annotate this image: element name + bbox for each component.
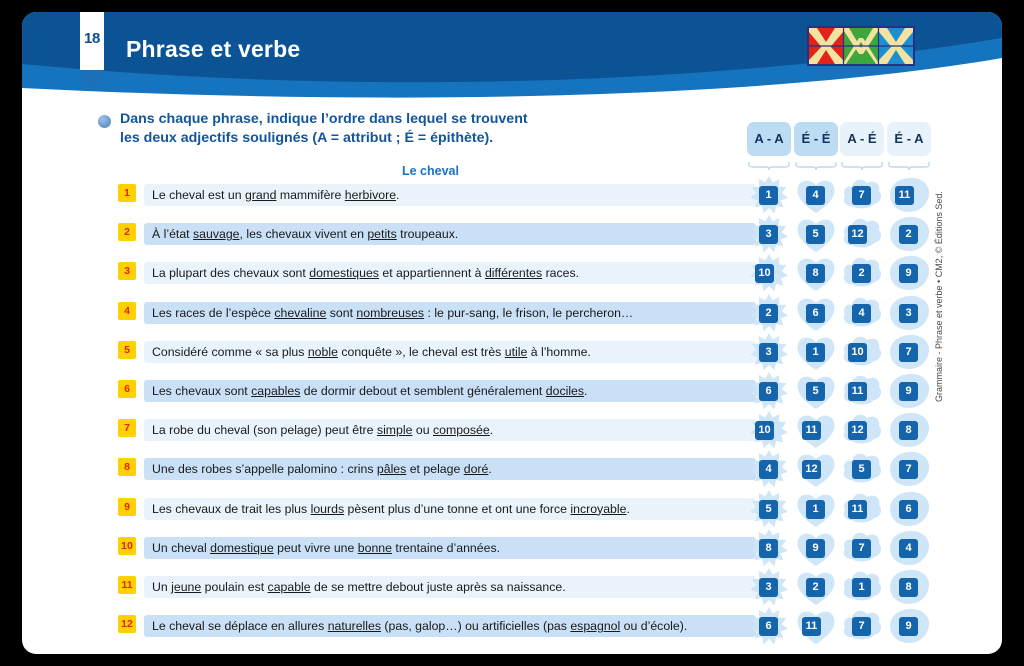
sentence-number-badge: 6 bbox=[118, 380, 136, 398]
answer-number: 11 bbox=[802, 617, 821, 636]
underlined-adjective: sauvage bbox=[193, 227, 240, 242]
answer-number: 5 bbox=[852, 460, 871, 479]
underlined-adjective: domestiques bbox=[309, 266, 379, 281]
answer-cell[interactable] bbox=[747, 372, 791, 410]
answer-number: 12 bbox=[848, 225, 867, 244]
answer-cell[interactable] bbox=[794, 450, 838, 488]
answer-cell[interactable] bbox=[887, 176, 931, 214]
underlined-adjective: doré bbox=[463, 462, 489, 477]
answer-cell[interactable] bbox=[747, 215, 791, 253]
sentence-text: Un cheval domestique peut vivre une bonne trentaine d’années. bbox=[152, 540, 501, 555]
underlined-adjective: chevaline bbox=[274, 305, 327, 320]
exercise-subtitle: Le cheval bbox=[402, 164, 459, 178]
instruction-line-2: les deux adjectifs soulignés (A = attribut ; É = épithète). bbox=[120, 130, 494, 146]
answer-number: 8 bbox=[806, 264, 825, 283]
answer-number: 8 bbox=[899, 578, 918, 597]
answer-number: 5 bbox=[806, 382, 825, 401]
underlined-adjective: nombreuses bbox=[356, 305, 425, 320]
answer-cell[interactable] bbox=[747, 490, 791, 528]
answer-cell[interactable] bbox=[840, 215, 884, 253]
underlined-adjective: pâles bbox=[376, 462, 407, 477]
answer-number: 1 bbox=[759, 186, 778, 205]
answer-number: 10 bbox=[755, 421, 774, 440]
answer-cell[interactable] bbox=[887, 372, 931, 410]
answer-number: 9 bbox=[899, 617, 918, 636]
answer-cell[interactable] bbox=[840, 490, 884, 528]
answer-number: 7 bbox=[852, 539, 871, 558]
underlined-adjective: incroyable bbox=[570, 501, 627, 516]
underlined-adjective: utile bbox=[504, 344, 528, 359]
answer-cell[interactable] bbox=[887, 294, 931, 332]
answer-cell[interactable] bbox=[840, 254, 884, 292]
answer-number: 11 bbox=[848, 382, 867, 401]
sentence-text: Le cheval se déplace en allures naturelles (pas, galop…) ou artificielles (pas espagnol ou d’école). bbox=[152, 619, 688, 634]
answer-number: 4 bbox=[759, 460, 778, 479]
underlined-adjective: espagnol bbox=[570, 619, 621, 634]
answer-number: 7 bbox=[899, 343, 918, 362]
answer-number: 8 bbox=[899, 421, 918, 440]
answer-cell[interactable] bbox=[794, 490, 838, 528]
answer-number: 9 bbox=[806, 539, 825, 558]
answer-cell[interactable] bbox=[747, 294, 791, 332]
answer-cell[interactable] bbox=[794, 176, 838, 214]
underlined-adjective: composée bbox=[432, 423, 490, 438]
sentence-text: Les races de l’espèce chevaline sont nombreuses : le pur-sang, le frison, le percheron… bbox=[152, 305, 634, 320]
answer-cell[interactable] bbox=[887, 333, 931, 371]
underlined-adjective: petits bbox=[367, 227, 397, 242]
answer-number: 3 bbox=[759, 578, 778, 597]
answer-number: 8 bbox=[759, 539, 778, 558]
answer-cell[interactable] bbox=[794, 568, 838, 606]
answer-cell[interactable] bbox=[747, 333, 791, 371]
answer-cell[interactable] bbox=[887, 254, 931, 292]
sentence-number-badge: 4 bbox=[118, 302, 136, 320]
answer-number: 6 bbox=[806, 304, 825, 323]
answer-number: 6 bbox=[759, 382, 778, 401]
answer-number: 9 bbox=[899, 264, 918, 283]
underlined-adjective: naturelles bbox=[327, 619, 382, 634]
answer-number: 3 bbox=[899, 304, 918, 323]
answer-cell[interactable] bbox=[794, 254, 838, 292]
answer-cell[interactable] bbox=[747, 450, 791, 488]
answer-cell[interactable] bbox=[794, 215, 838, 253]
column-brace-icon bbox=[887, 158, 931, 168]
answer-cell[interactable] bbox=[794, 411, 838, 449]
answer-number: 1 bbox=[806, 500, 825, 519]
answer-number: 7 bbox=[852, 617, 871, 636]
sentence-text: À l’état sauvage, les chevaux vivent en petits troupeaux. bbox=[152, 227, 459, 242]
sentence-text: Les chevaux de trait les plus lourds pèsent plus d’une tonne et ont une force incroyable. bbox=[152, 501, 630, 516]
answer-cell[interactable] bbox=[887, 490, 931, 528]
answer-column-header[interactable]: A - A bbox=[747, 122, 791, 156]
answer-number: 12 bbox=[802, 460, 821, 479]
underlined-adjective: jeune bbox=[171, 580, 202, 594]
answer-cell[interactable] bbox=[887, 450, 931, 488]
sentence-number-badge: 12 bbox=[118, 615, 136, 633]
underlined-adjective: bonne bbox=[357, 540, 392, 555]
underlined-adjective: herbivore bbox=[344, 188, 397, 202]
sentence-number-badge: 2 bbox=[118, 223, 136, 241]
answer-cell[interactable] bbox=[840, 568, 884, 606]
underlined-adjective: dociles bbox=[545, 384, 585, 398]
answer-cell[interactable] bbox=[840, 411, 884, 449]
sentence-number-badge: 11 bbox=[118, 576, 136, 594]
sentence-number-badge: 1 bbox=[118, 184, 136, 202]
underlined-adjective: capables bbox=[251, 384, 301, 398]
answer-number: 3 bbox=[759, 343, 778, 362]
answer-number: 10 bbox=[755, 264, 774, 283]
underlined-adjective: différentes bbox=[484, 266, 543, 281]
sentence-number-badge: 7 bbox=[118, 419, 136, 437]
column-brace-icon bbox=[747, 158, 791, 168]
answer-number: 4 bbox=[899, 539, 918, 558]
answer-number: 7 bbox=[899, 460, 918, 479]
answer-number: 9 bbox=[899, 382, 918, 401]
answer-cell[interactable] bbox=[794, 607, 838, 645]
sentence-number-badge: 8 bbox=[118, 458, 136, 476]
answer-number: 2 bbox=[759, 304, 778, 323]
answer-cell[interactable] bbox=[887, 607, 931, 645]
underlined-adjective: lourds bbox=[310, 501, 345, 516]
instruction-line-1: Dans chaque phrase, indique l’ordre dans lequel se trouvent bbox=[120, 111, 528, 127]
sentence-text: Un jeune poulain est capable de se mettre debout juste après sa naissance. bbox=[152, 580, 566, 594]
answer-number: 11 bbox=[802, 421, 821, 440]
answer-cell[interactable] bbox=[747, 568, 791, 606]
sentence-text: La plupart des chevaux sont domestiques et appartiennent à différentes races. bbox=[152, 266, 580, 281]
credit-text: Grammaire - Phrase et verbe • CM2, © Éditions Sed. bbox=[934, 191, 944, 402]
answer-cell[interactable] bbox=[840, 372, 884, 410]
answer-number: 1 bbox=[852, 578, 871, 597]
answer-cell[interactable] bbox=[887, 411, 931, 449]
page-title: Phrase et verbe bbox=[126, 36, 301, 62]
answer-cell[interactable] bbox=[794, 333, 838, 371]
answer-number: 2 bbox=[899, 225, 918, 244]
sed-editions-logo bbox=[807, 26, 915, 66]
answer-number: 6 bbox=[899, 500, 918, 519]
sentence-number-badge: 9 bbox=[118, 498, 136, 516]
answer-number: 10 bbox=[848, 343, 867, 362]
underlined-adjective: simple bbox=[376, 423, 413, 438]
answer-column-header[interactable]: É - É bbox=[794, 122, 838, 156]
answer-column-header[interactable]: É - A bbox=[887, 122, 931, 156]
answer-number: 2 bbox=[852, 264, 871, 283]
sentence-text: Le cheval est un grand mammifère herbivore. bbox=[152, 188, 400, 202]
sentence-number-badge: 5 bbox=[118, 341, 136, 359]
column-brace-icon bbox=[794, 158, 838, 168]
answer-column-header[interactable]: A - É bbox=[840, 122, 884, 156]
exercise-number: 18 bbox=[83, 30, 101, 47]
sentence-text: La robe du cheval (son pelage) peut être simple ou composée. bbox=[152, 423, 494, 438]
answer-cell[interactable] bbox=[747, 607, 791, 645]
answer-cell[interactable] bbox=[794, 372, 838, 410]
underlined-adjective: noble bbox=[307, 344, 338, 359]
answer-number: 6 bbox=[759, 617, 778, 636]
answer-number: 2 bbox=[806, 578, 825, 597]
sentence-number-badge: 3 bbox=[118, 262, 136, 280]
answer-number: 7 bbox=[852, 186, 871, 205]
answer-number: 12 bbox=[848, 421, 867, 440]
answer-number: 5 bbox=[806, 225, 825, 244]
answer-cell[interactable] bbox=[887, 568, 931, 606]
answer-cell[interactable] bbox=[794, 529, 838, 567]
bullet-icon bbox=[98, 115, 111, 128]
answer-cell[interactable] bbox=[747, 176, 791, 214]
underlined-adjective: capable bbox=[267, 580, 311, 594]
underlined-adjective: domestique bbox=[210, 540, 274, 555]
worksheet-page bbox=[22, 12, 1002, 654]
answer-number: 11 bbox=[895, 186, 914, 205]
answer-cell[interactable] bbox=[840, 529, 884, 567]
answer-cell[interactable] bbox=[747, 411, 791, 449]
answer-cell[interactable] bbox=[840, 294, 884, 332]
sentence-text: Considéré comme « sa plus noble conquête », le cheval est très utile à l’homme. bbox=[152, 344, 591, 359]
answer-cell[interactable] bbox=[840, 333, 884, 371]
answer-number: 5 bbox=[759, 500, 778, 519]
answer-cell[interactable] bbox=[794, 294, 838, 332]
answer-cell[interactable] bbox=[747, 529, 791, 567]
ribbon-pointer-icon bbox=[80, 70, 104, 90]
answer-cell[interactable] bbox=[840, 176, 884, 214]
answer-number: 11 bbox=[848, 500, 867, 519]
instructions-block bbox=[98, 110, 568, 148]
column-brace-icon bbox=[840, 158, 884, 168]
answer-number: 1 bbox=[806, 343, 825, 362]
underlined-adjective: grand bbox=[244, 188, 277, 202]
answer-number: 4 bbox=[852, 304, 871, 323]
page-header bbox=[22, 12, 1002, 100]
sentence-text: Une des robes s’appelle palomino : crins pâles et pelage doré. bbox=[152, 462, 492, 477]
answer-cell[interactable] bbox=[887, 215, 931, 253]
answer-cell[interactable] bbox=[840, 450, 884, 488]
sentence-text: Les chevaux sont capables de dormir debout et semblent généralement dociles. bbox=[152, 384, 588, 398]
sentence-number-badge: 10 bbox=[118, 537, 136, 555]
answer-number: 4 bbox=[806, 186, 825, 205]
answer-cell[interactable] bbox=[887, 529, 931, 567]
answer-number: 3 bbox=[759, 225, 778, 244]
answer-cell[interactable] bbox=[840, 607, 884, 645]
answer-cell[interactable] bbox=[747, 254, 791, 292]
